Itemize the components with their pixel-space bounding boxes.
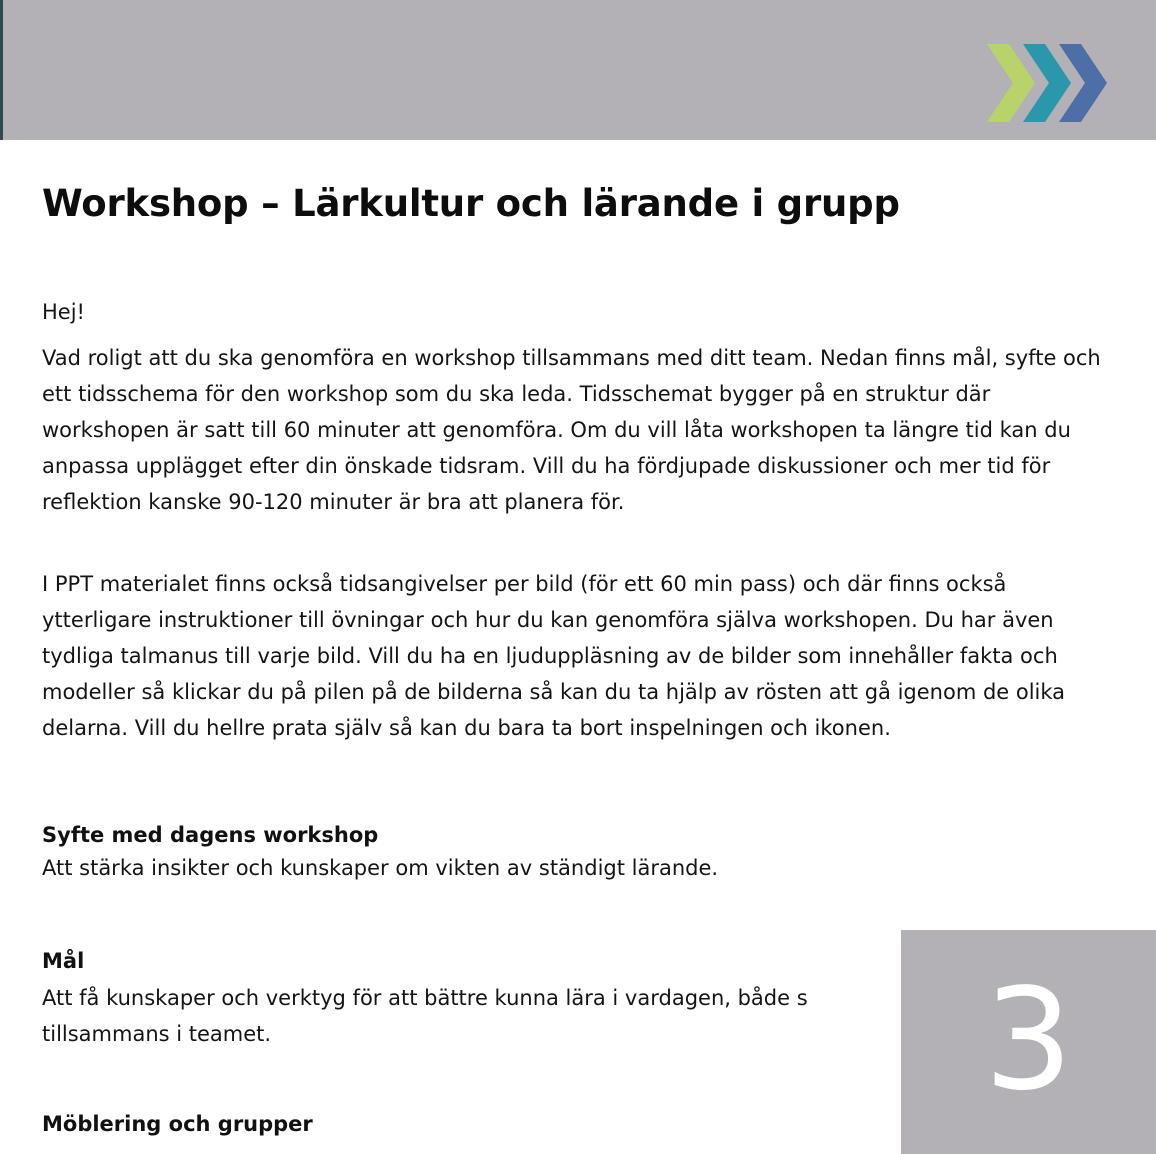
greeting-text: Hej! xyxy=(42,300,85,324)
document-title: Workshop – Lärkultur och lärande i grupp xyxy=(42,182,900,225)
page-number-box xyxy=(901,930,1156,1154)
syfte-heading: Syfte med dagens workshop xyxy=(42,823,379,847)
mal-text: Att få kunskaper och verktyg för att bättre kunna lära i vardagen, både s tillsammans i teamet. xyxy=(42,986,808,1046)
page-number: 3 xyxy=(983,959,1074,1122)
intro-paragraph: Vad roligt att du ska genomföra en workshop tillsammans med ditt team. Nedan finns mål, syfte och ett tidsschema för den workshop som du ska leda. Tidsschemat bygger på en struktur där workshopen är satt till 60 minuter att genomföra. Om du vill låta workshopen ta längre tid kan du anpassa upplägget efter din önskade tidsram. Vill du ha fördjupade diskussioner och mer tid för reflektion kanske 90-120 minuter är bra att planera för. xyxy=(42,346,1101,514)
mal-heading: Mål xyxy=(42,949,85,973)
triple-chevron-logo-icon xyxy=(983,36,1123,130)
mobilering-heading: Möblering och grupper xyxy=(42,1112,313,1136)
header-band xyxy=(0,0,1156,140)
syfte-text: Att stärka insikter och kunskaper om vikten av ständigt lärande. xyxy=(42,856,719,880)
ppt-info-paragraph: I PPT materialet finns också tidsangivelser per bild (för ett 60 min pass) och där finns också ytterligare instruktioner till övningar och hur du kan genomföra själva workshopen. Du har även tydliga talmanus till varje bild. Vill du ha en ljuduppläsning av de bilder som innehåller fakta och modeller så klickar du på pilen på de bilderna så kan du ta hjälp av rösten att gå igenom de olika delarna. Vill du hellre prata själv så kan du bara ta bort inspelningen och ikonen. xyxy=(42,572,1066,740)
